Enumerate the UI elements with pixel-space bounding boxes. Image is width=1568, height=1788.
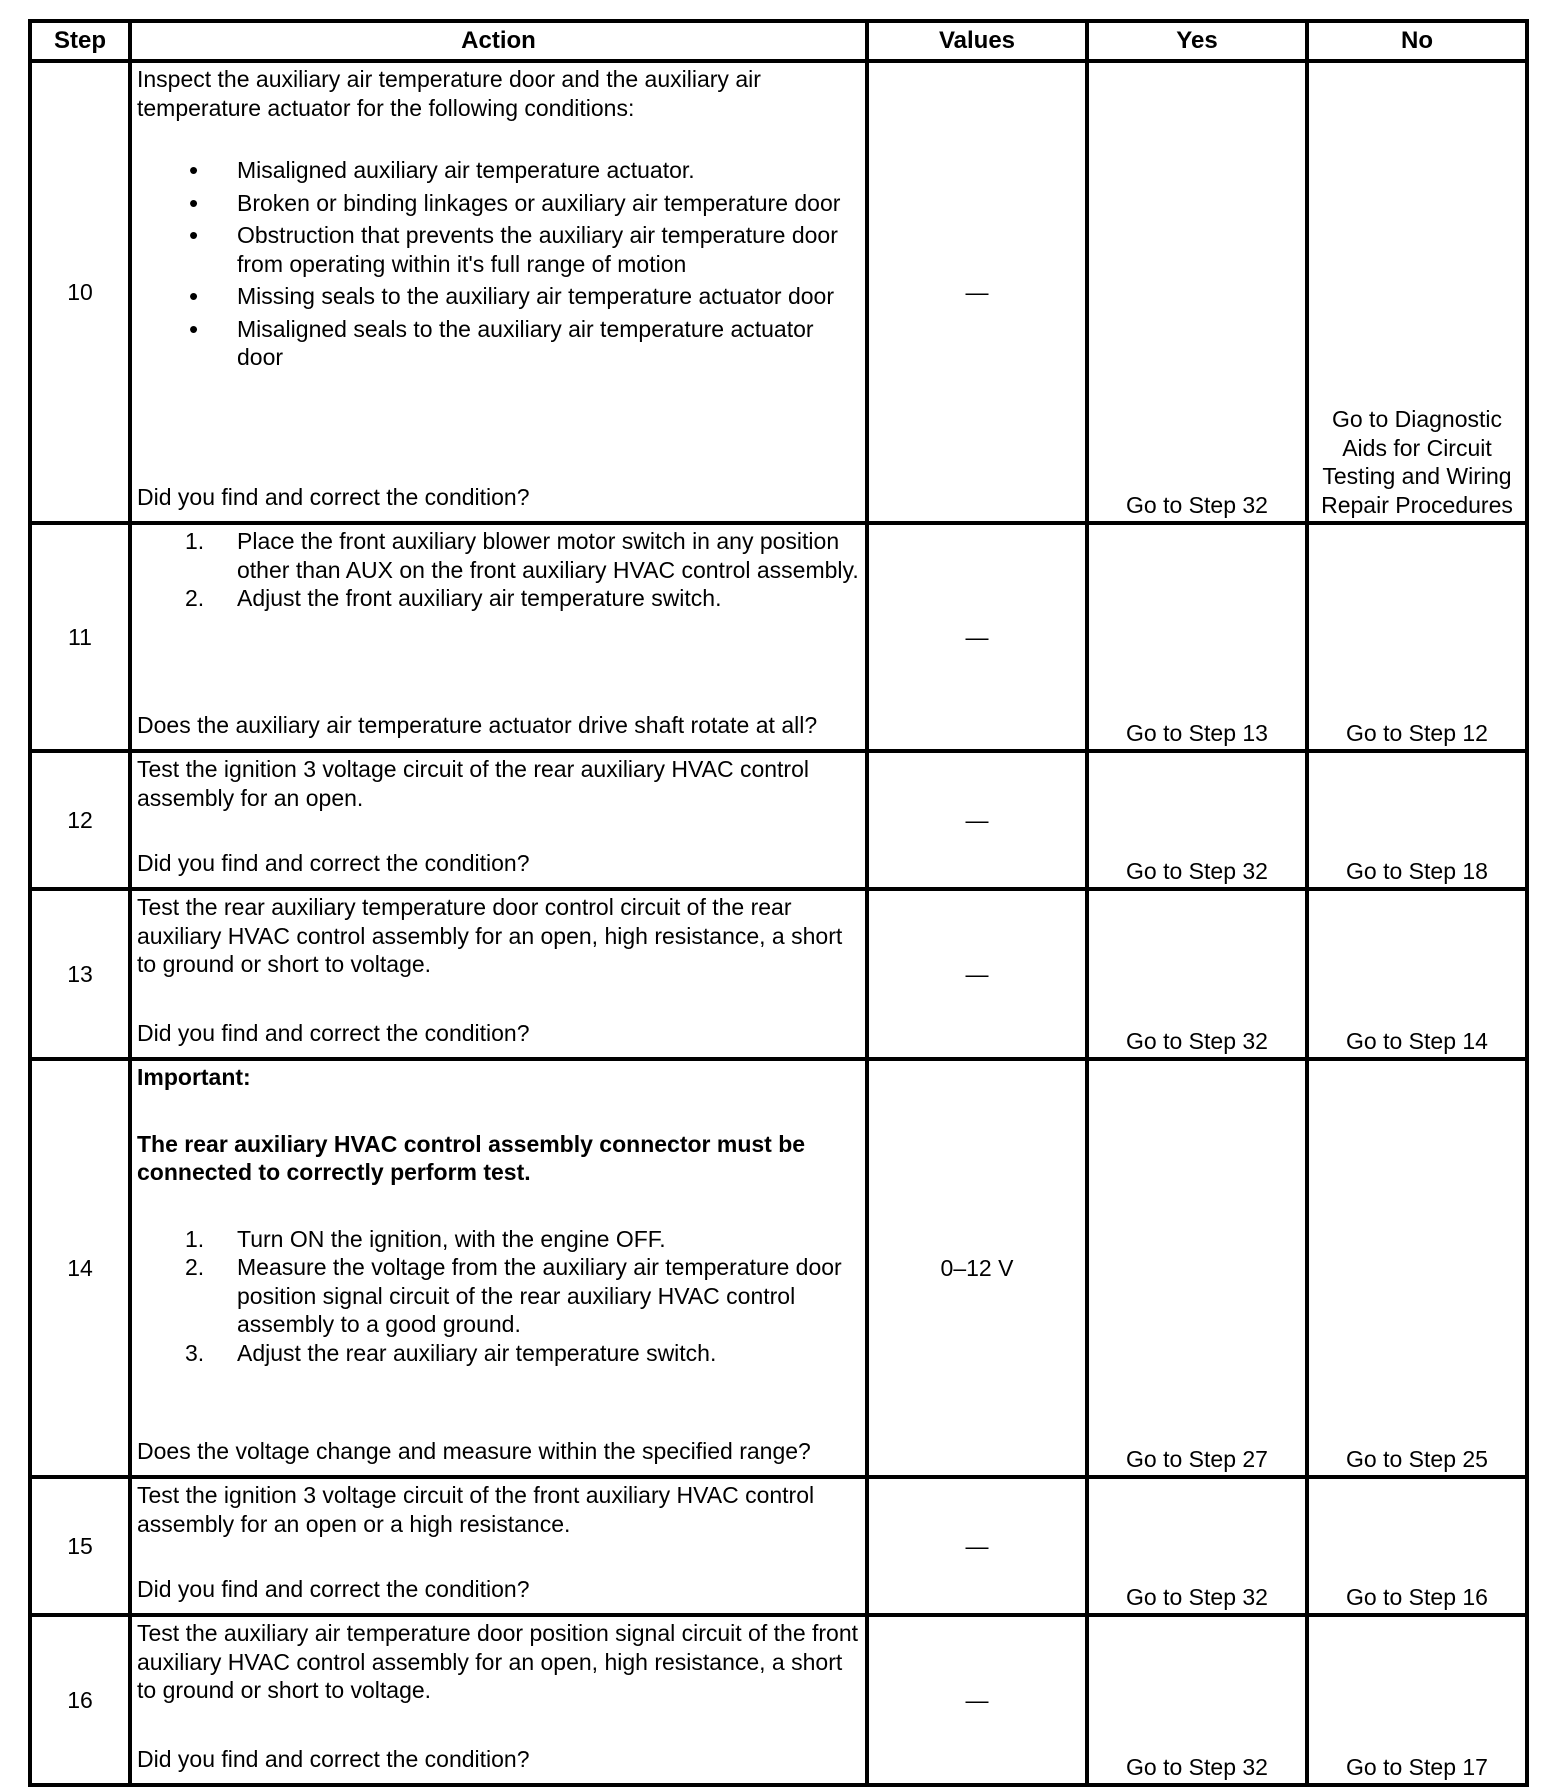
step-index: 2. [185, 1254, 205, 1280]
action-intro: Test the ignition 3 voltage circuit of the rear auxiliary HVAC control assembly for an open. [137, 756, 809, 811]
list-item: • Misaligned auxiliary air temperature actuator. [137, 156, 861, 185]
yes-link[interactable]: Go to Step 32 [1087, 1477, 1307, 1615]
action-question: Did you find and correct the condition? [137, 1575, 530, 1602]
table-row [30, 61, 1527, 523]
procedure-list [137, 527, 861, 613]
no-link[interactable]: Go to Step 14 [1307, 889, 1527, 1059]
values-cell: — [867, 1615, 1087, 1785]
step-text: Measure the voltage from the auxiliary air temperature door position signal circuit of the rear auxiliary HVAC control assembly to a good ground. [237, 1254, 842, 1337]
action-cell [130, 61, 867, 523]
step-number: 13 [30, 889, 130, 1059]
no-link[interactable]: Go to Step 17 [1307, 1615, 1527, 1785]
yes-link[interactable]: Go to Step 27 [1087, 1059, 1307, 1477]
step-number: 11 [30, 523, 130, 751]
action-question: Did you find and correct the condition? [137, 849, 530, 876]
diagnostic-table [28, 19, 1529, 1787]
table-row [30, 889, 1527, 1059]
step-text: Adjust the front auxiliary air temperature switch. [237, 585, 722, 611]
action-question: Did you find and correct the condition? [137, 483, 530, 510]
procedure-list [137, 1225, 861, 1368]
step-number: 10 [30, 61, 130, 523]
action-cell [130, 523, 867, 751]
header-yes: Yes [1087, 21, 1307, 61]
important-note: The rear auxiliary HVAC control assembly connector must be connected to correctly perform test. [137, 1130, 806, 1185]
values-cell: — [867, 889, 1087, 1059]
action-question: Did you find and correct the condition? [137, 1745, 530, 1772]
action-cell [130, 1059, 867, 1477]
action-cell [130, 889, 867, 1059]
table-row [30, 523, 1527, 751]
step-text: Turn ON the ignition, with the engine OFF. [237, 1225, 666, 1252]
step-number: 12 [30, 751, 130, 889]
header-step: Step [30, 21, 130, 61]
step-index: 1. [185, 1225, 205, 1252]
values-cell: — [867, 61, 1087, 523]
list-item [137, 584, 861, 613]
list-item [137, 527, 861, 584]
step-index: 3. [185, 1339, 205, 1366]
action-intro: Inspect the auxiliary air temperature door and the auxiliary air temperature actuator for the following conditions: [137, 66, 761, 121]
action-cell [130, 1477, 867, 1615]
header-no: No [1307, 21, 1527, 61]
no-link[interactable]: Go to Step 12 [1307, 523, 1527, 751]
list-item: • Broken or binding linkages or auxiliary air temperature door [137, 189, 861, 218]
action-intro: Test the auxiliary air temperature door position signal circuit of the front auxiliary HVAC control assembly for an open, high resistance, a short to ground or short to voltage. [137, 1620, 859, 1703]
condition-list [137, 156, 861, 372]
list-item: • Misaligned seals to the auxiliary air temperature actuator door [137, 315, 861, 372]
step-text: Adjust the rear auxiliary air temperature switch. [237, 1339, 717, 1366]
action-intro: Test the ignition 3 voltage circuit of the front auxiliary HVAC control assembly for an open or a high resistance. [137, 1482, 815, 1537]
step-index: 2. [185, 585, 205, 611]
action-cell [130, 1615, 867, 1785]
important-label: Important: [137, 1064, 251, 1090]
no-link[interactable]: Go to Step 16 [1307, 1477, 1527, 1615]
step-number: 14 [30, 1059, 130, 1477]
action-cell [130, 751, 867, 889]
yes-link[interactable]: Go to Step 32 [1087, 1615, 1307, 1785]
step-index: 1. [185, 528, 205, 554]
list-item [137, 1225, 861, 1254]
header-action: Action [130, 21, 867, 61]
yes-link[interactable]: Go to Step 32 [1087, 751, 1307, 889]
values-cell: — [867, 523, 1087, 751]
table-row [30, 1477, 1527, 1615]
table-row [30, 1059, 1527, 1477]
action-question: Does the auxiliary air temperature actuator drive shaft rotate at all? [137, 711, 818, 738]
header-values: Values [867, 21, 1087, 61]
values-cell: — [867, 751, 1087, 889]
table-row [30, 1615, 1527, 1785]
yes-link[interactable]: Go to Step 32 [1087, 889, 1307, 1059]
action-intro: Test the rear auxiliary temperature door control circuit of the rear auxiliary HVAC control assembly for an open, high resistance, a short to ground or short to voltage. [137, 894, 843, 977]
values-cell: — [867, 1477, 1087, 1615]
no-link[interactable]: Go to Step 25 [1307, 1059, 1527, 1477]
list-item: • Missing seals to the auxiliary air temperature actuator door [137, 282, 861, 311]
list-item [137, 1339, 861, 1368]
yes-link[interactable]: Go to Step 32 [1087, 61, 1307, 523]
list-item [137, 1253, 861, 1339]
no-link[interactable]: Go to Step 18 [1307, 751, 1527, 889]
step-text: Place the front auxiliary blower motor switch in any position other than AUX on the front auxiliary HVAC control assembly. [237, 528, 859, 583]
action-question: Does the voltage change and measure within the specified range? [137, 1437, 811, 1464]
step-number: 15 [30, 1477, 130, 1615]
step-number: 16 [30, 1615, 130, 1785]
action-question: Did you find and correct the condition? [137, 1019, 530, 1046]
list-item: • Obstruction that prevents the auxiliary air temperature door from operating within it's full range of motion [137, 221, 861, 278]
header-row [30, 21, 1527, 61]
values-cell: 0–12 V [867, 1059, 1087, 1477]
table-row [30, 751, 1527, 889]
no-link[interactable]: Go to Diagnostic Aids for Circuit Testing and Wiring Repair Procedures [1307, 61, 1527, 523]
yes-link[interactable]: Go to Step 13 [1087, 523, 1307, 751]
